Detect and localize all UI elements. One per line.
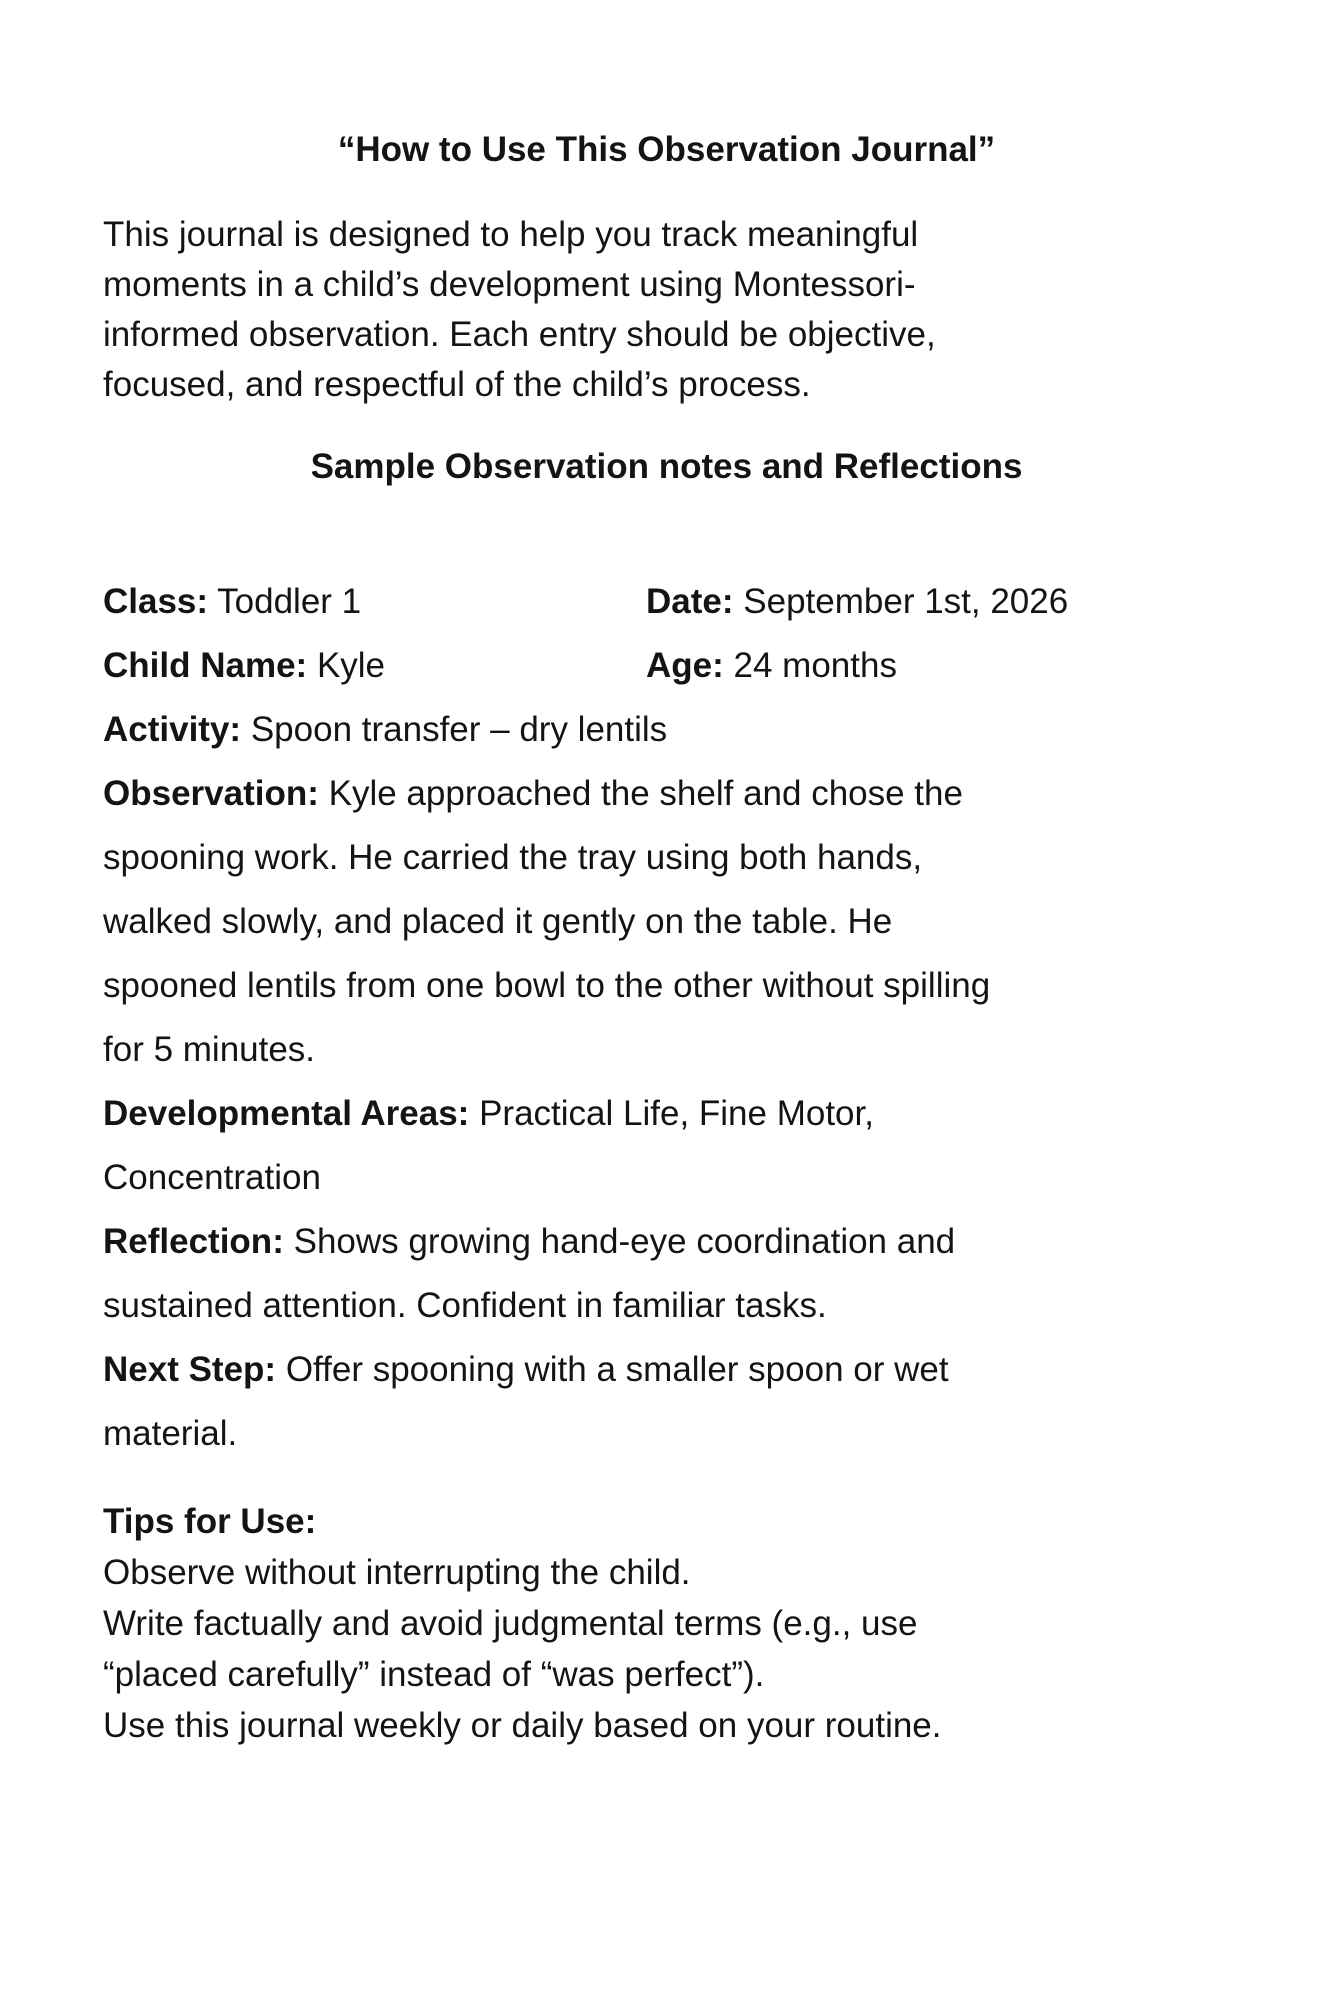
field-date [646,570,1230,634]
field-developmental-areas [103,1082,1230,1210]
tip-line: Write factually and avoid judgmental terms (e.g., use [103,1604,918,1643]
field-class-value: Toddler 1 [217,582,362,621]
entry-row-class-date [103,570,1230,634]
field-activity-value: Spoon transfer – dry lentils [250,710,668,749]
field-next-step [103,1338,1230,1466]
entry-row-name-age [103,634,1230,698]
field-reflection [103,1210,1230,1338]
field-developmental-areas-label: Developmental Areas: [103,1094,470,1133]
reflection-line [103,1210,1230,1274]
next-step-line [103,1338,1230,1402]
field-age-label: Age: [646,646,724,685]
developmental-areas-text: Practical Life, Fine Motor, [479,1094,874,1133]
page-title: “How to Use This Observation Journal” [337,130,996,169]
field-age [646,634,1230,698]
observation-line: spooning work. He carried the tray using both hands, [103,838,923,877]
intro-line: moments in a child’s development using Montessori- [103,265,916,304]
observation-line: walked slowly, and placed it gently on the table. He [103,902,893,941]
developmental-areas-line [103,1082,1230,1146]
field-child-name [103,634,646,698]
tips-section [103,1496,1230,1751]
field-age-value: 24 months [733,646,897,685]
field-activity [103,698,1230,762]
reflection-text: Shows growing hand-eye coordination and [293,1222,956,1261]
observation-line: for 5 minutes. [103,1030,316,1069]
next-step-text: Offer spooning with a smaller spoon or wet [285,1350,949,1389]
field-observation-label: Observation: [103,774,319,813]
intro-line: This journal is designed to help you track meaningful [103,215,919,254]
field-child-name-label: Child Name: [103,646,308,685]
observation-line [103,762,1230,826]
next-step-line: material. [103,1414,238,1453]
tips-heading: Tips for Use: [103,1502,317,1541]
field-activity-label: Activity: [103,710,242,749]
section-heading: Sample Observation notes and Reflections [310,447,1023,486]
tip-line: Use this journal weekly or daily based on your routine. [103,1706,942,1745]
tip-line: Observe without interrupting the child. [103,1553,691,1592]
field-class [103,570,646,634]
field-child-name-value: Kyle [316,646,386,685]
observation-entry [103,570,1230,1466]
field-reflection-label: Reflection: [103,1222,284,1261]
reflection-line: sustained attention. Confident in familiar tasks. [103,1286,827,1325]
intro-line: focused, and respectful of the child’s process. [103,365,811,404]
field-class-label: Class: [103,582,209,621]
field-date-value: September 1st, 2026 [743,582,1069,621]
developmental-areas-line: Concentration [103,1158,321,1197]
observation-line: spooned lentils from one bowl to the other without spilling [103,966,991,1005]
field-observation [103,762,1230,1082]
intro-line: informed observation. Each entry should be objective, [103,315,936,354]
field-date-label: Date: [646,582,734,621]
observation-text: Kyle approached the shelf and chose the [328,774,963,813]
intro-paragraph [103,210,1230,410]
tip-line: “placed carefully” instead of “was perfect”). [103,1655,765,1694]
field-next-step-label: Next Step: [103,1350,277,1389]
